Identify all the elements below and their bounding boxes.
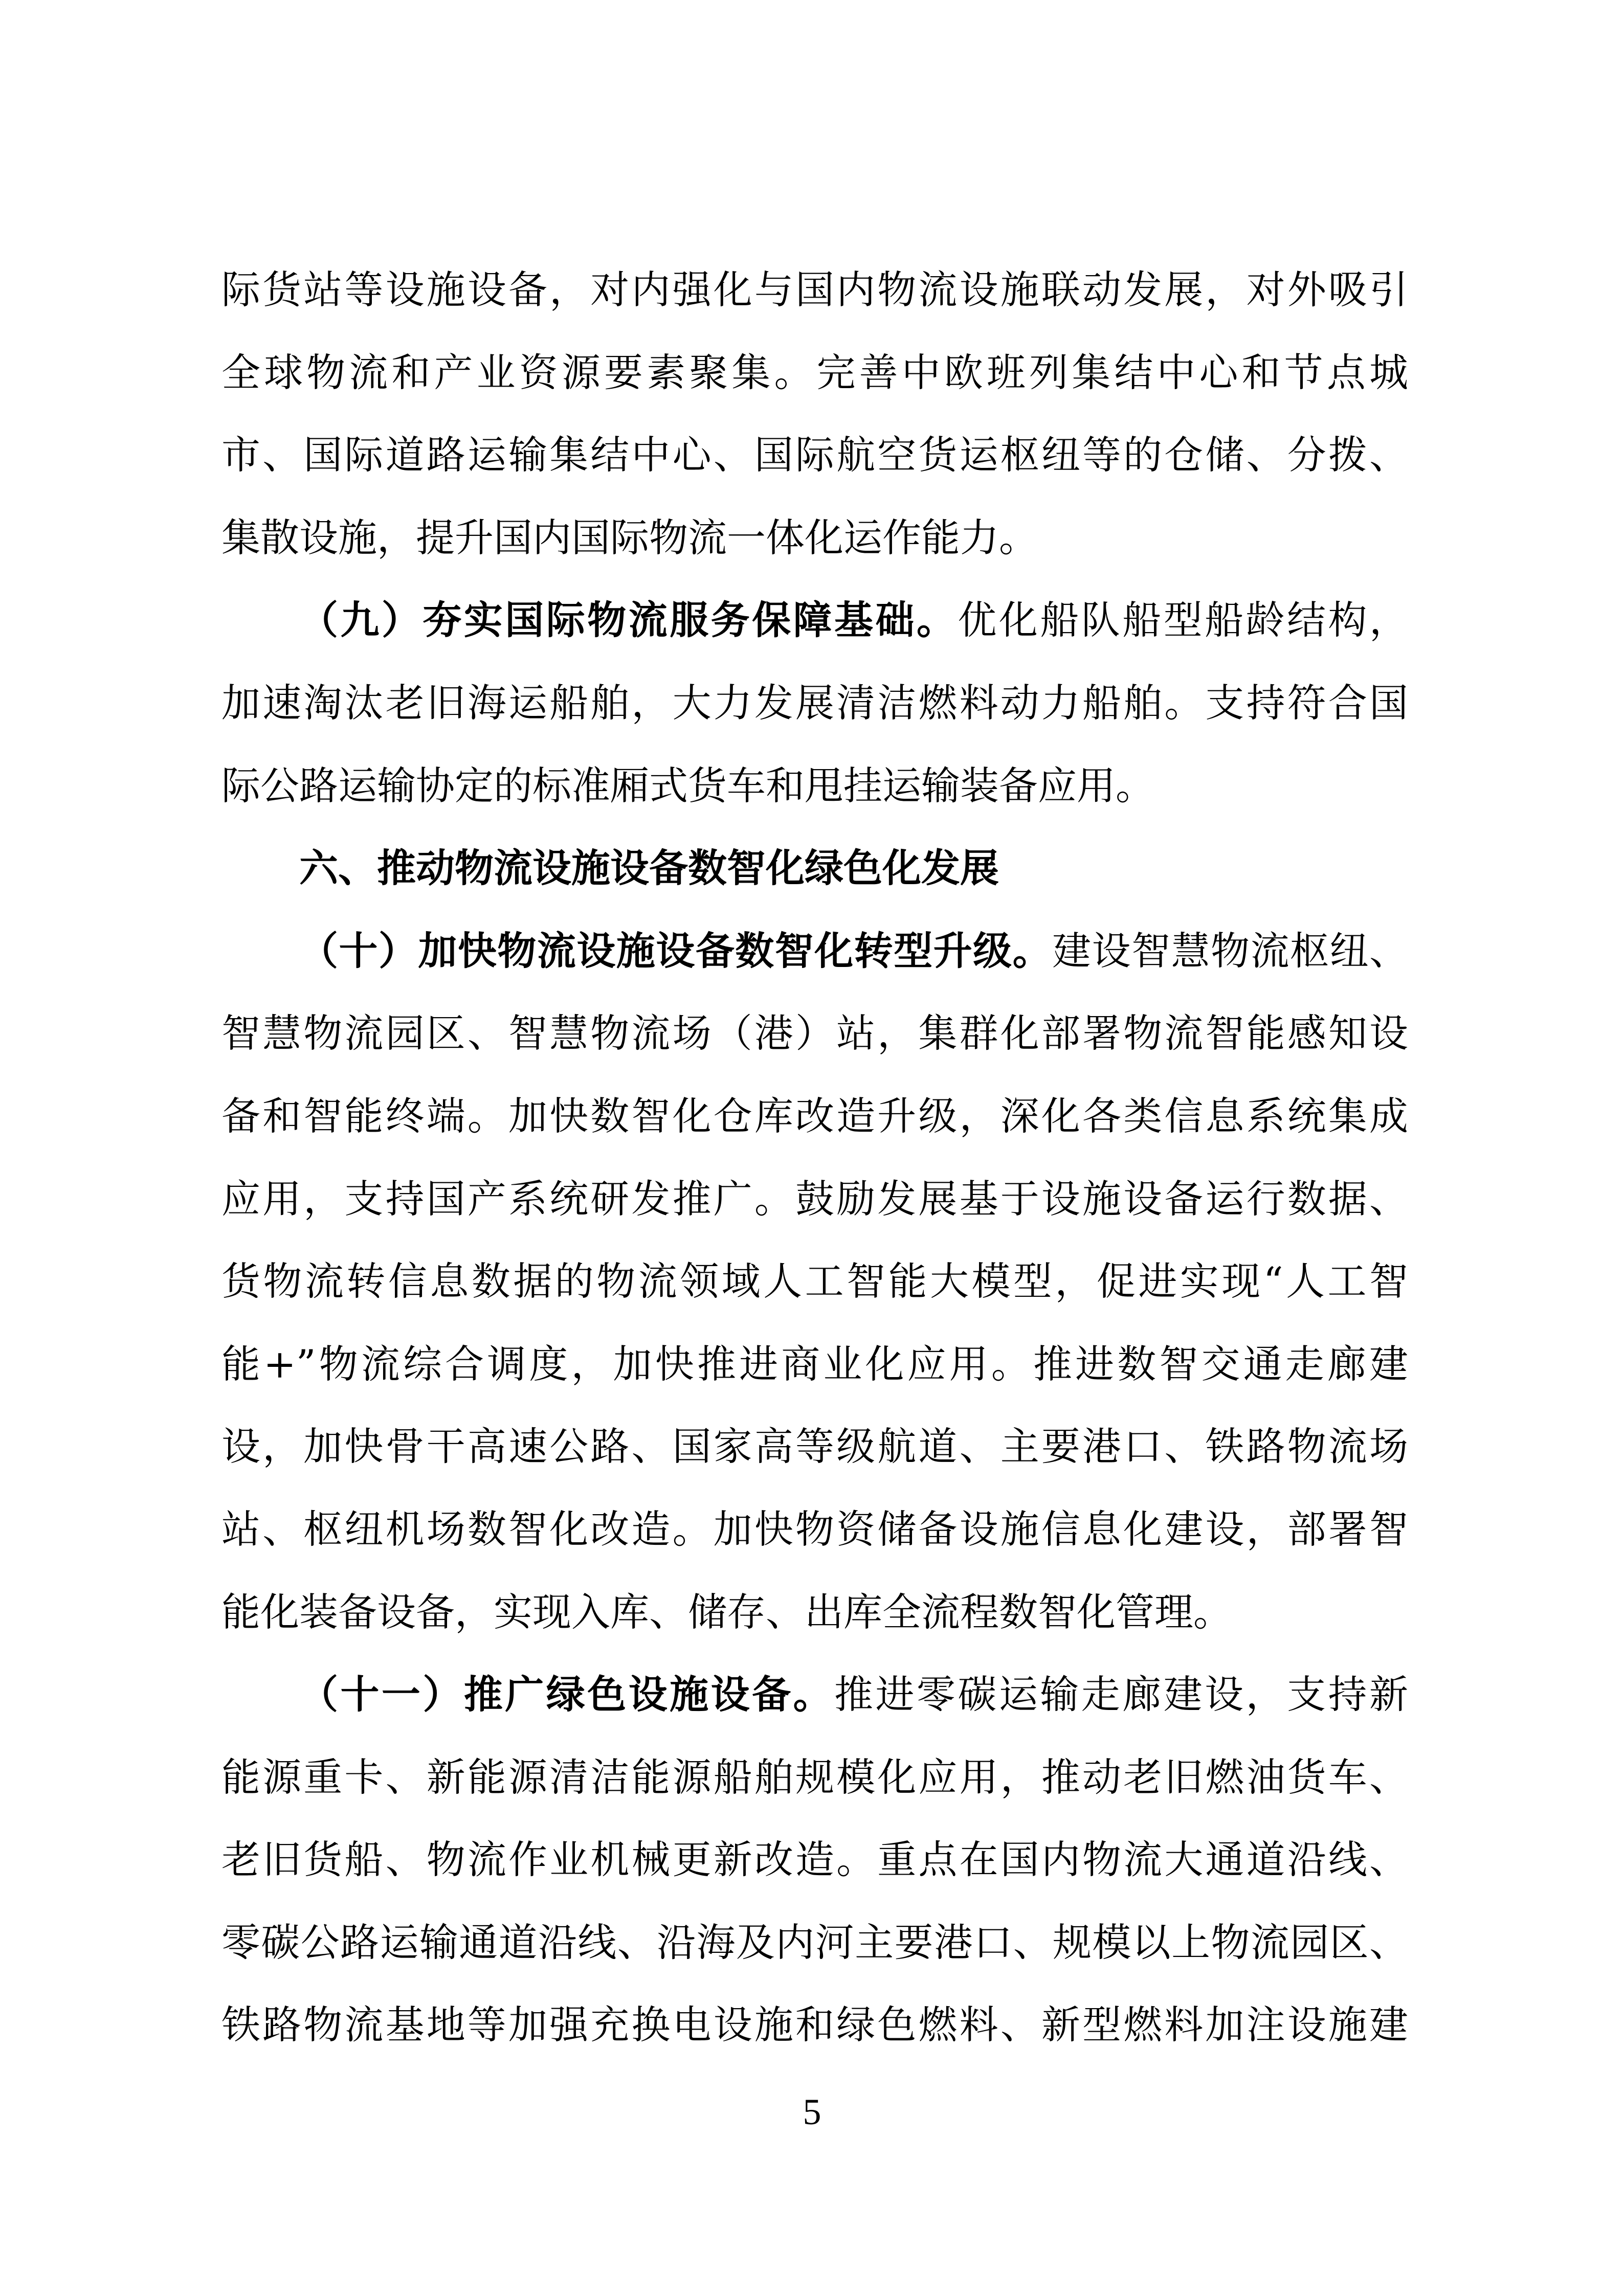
text-line: 能源重卡、新能源清洁能源船舶规模化应用，推动老旧燃油货车、 xyxy=(221,1754,1408,1800)
section-heading xyxy=(221,827,1408,910)
text-line: 零碳公路运输通道沿线、沿海及内河主要港口、规模以上物流园区、 xyxy=(221,1919,1408,1965)
text-line: 设，加快骨干高速公路、国家高等级航道、主要港口、铁路物流场 xyxy=(221,1424,1408,1470)
paragraph-10 xyxy=(221,910,1408,1653)
paragraph-lead: （十一）推广绿色设施设备。 xyxy=(299,1672,834,1718)
text-run: 优化船队船型船龄结构， xyxy=(958,597,1409,643)
body-text xyxy=(221,249,1408,2066)
text-line: 老旧货船、物流作业机械更新改造。重点在国内物流大通道沿线、 xyxy=(221,1837,1408,1883)
paragraph-lead: （十）加快物流设施设备数智化转型升级。 xyxy=(299,928,1053,974)
paragraph-lead: （九）夯实国际物流服务保障基础。 xyxy=(299,597,958,643)
text-run: 建设智慧物流枢纽、 xyxy=(1052,928,1409,974)
page-number: 5 xyxy=(803,2091,821,2132)
paragraph-continuation xyxy=(221,249,1408,579)
text-line: 集散设施，提升国内国际物流一体化运作能力。 xyxy=(221,514,1038,560)
paragraph-9 xyxy=(221,579,1408,827)
text-line xyxy=(221,1653,1408,1736)
paragraph-11 xyxy=(221,1653,1408,2066)
text-line: 应用，支持国产系统研发推广。鼓励发展基于设施设备运行数据、 xyxy=(221,1176,1408,1222)
text-line: 铁路物流基地等加强充换电设施和绿色燃料、新型燃料加注设施建 xyxy=(221,2002,1408,2048)
text-line: 货物流转信息数据的物流领域人工智能大模型，促进实现“人工智 xyxy=(221,1258,1408,1304)
text-line: 全球物流和产业资源要素聚集。完善中欧班列集结中心和节点城 xyxy=(221,349,1408,395)
text-line: 能化装备设备，实现入库、储存、出库全流程数智化管理。 xyxy=(221,1589,1232,1635)
text-line: 智慧物流园区、智慧物流场（港）站，集群化部署物流智能感知设 xyxy=(221,1010,1408,1056)
text-line: 市、国际道路运输集结中心、国际航空货运枢纽等的仓储、分拨、 xyxy=(221,432,1408,478)
text-line xyxy=(221,579,1408,662)
text-line: 备和智能终端。加快数智化仓库改造升级，深化各类信息系统集成 xyxy=(221,1093,1408,1139)
text-line: 际公路运输协定的标准厢式货车和甩挂运输装备应用。 xyxy=(221,762,1154,808)
text-line xyxy=(221,910,1408,993)
text-line: 加速淘汰老旧海运船舶，大力发展清洁燃料动力船舶。支持符合国 xyxy=(221,680,1408,726)
text-line: 站、枢纽机场数智化改造。加快物资储备设施信息化建设，部署智 xyxy=(221,1506,1408,1552)
text-run: 推进零碳运输走廊建设，支持新 xyxy=(834,1672,1408,1718)
text-line: 能+”物流综合调度，加快推进商业化应用。推进数智交通走廊建 xyxy=(221,1341,1408,1387)
text-line: 际货站等设施设备，对内强化与国内物流设施联动发展，对外吸引 xyxy=(221,267,1408,312)
section-title: 六、推动物流设施设备数智化绿色化发展 xyxy=(299,845,999,891)
